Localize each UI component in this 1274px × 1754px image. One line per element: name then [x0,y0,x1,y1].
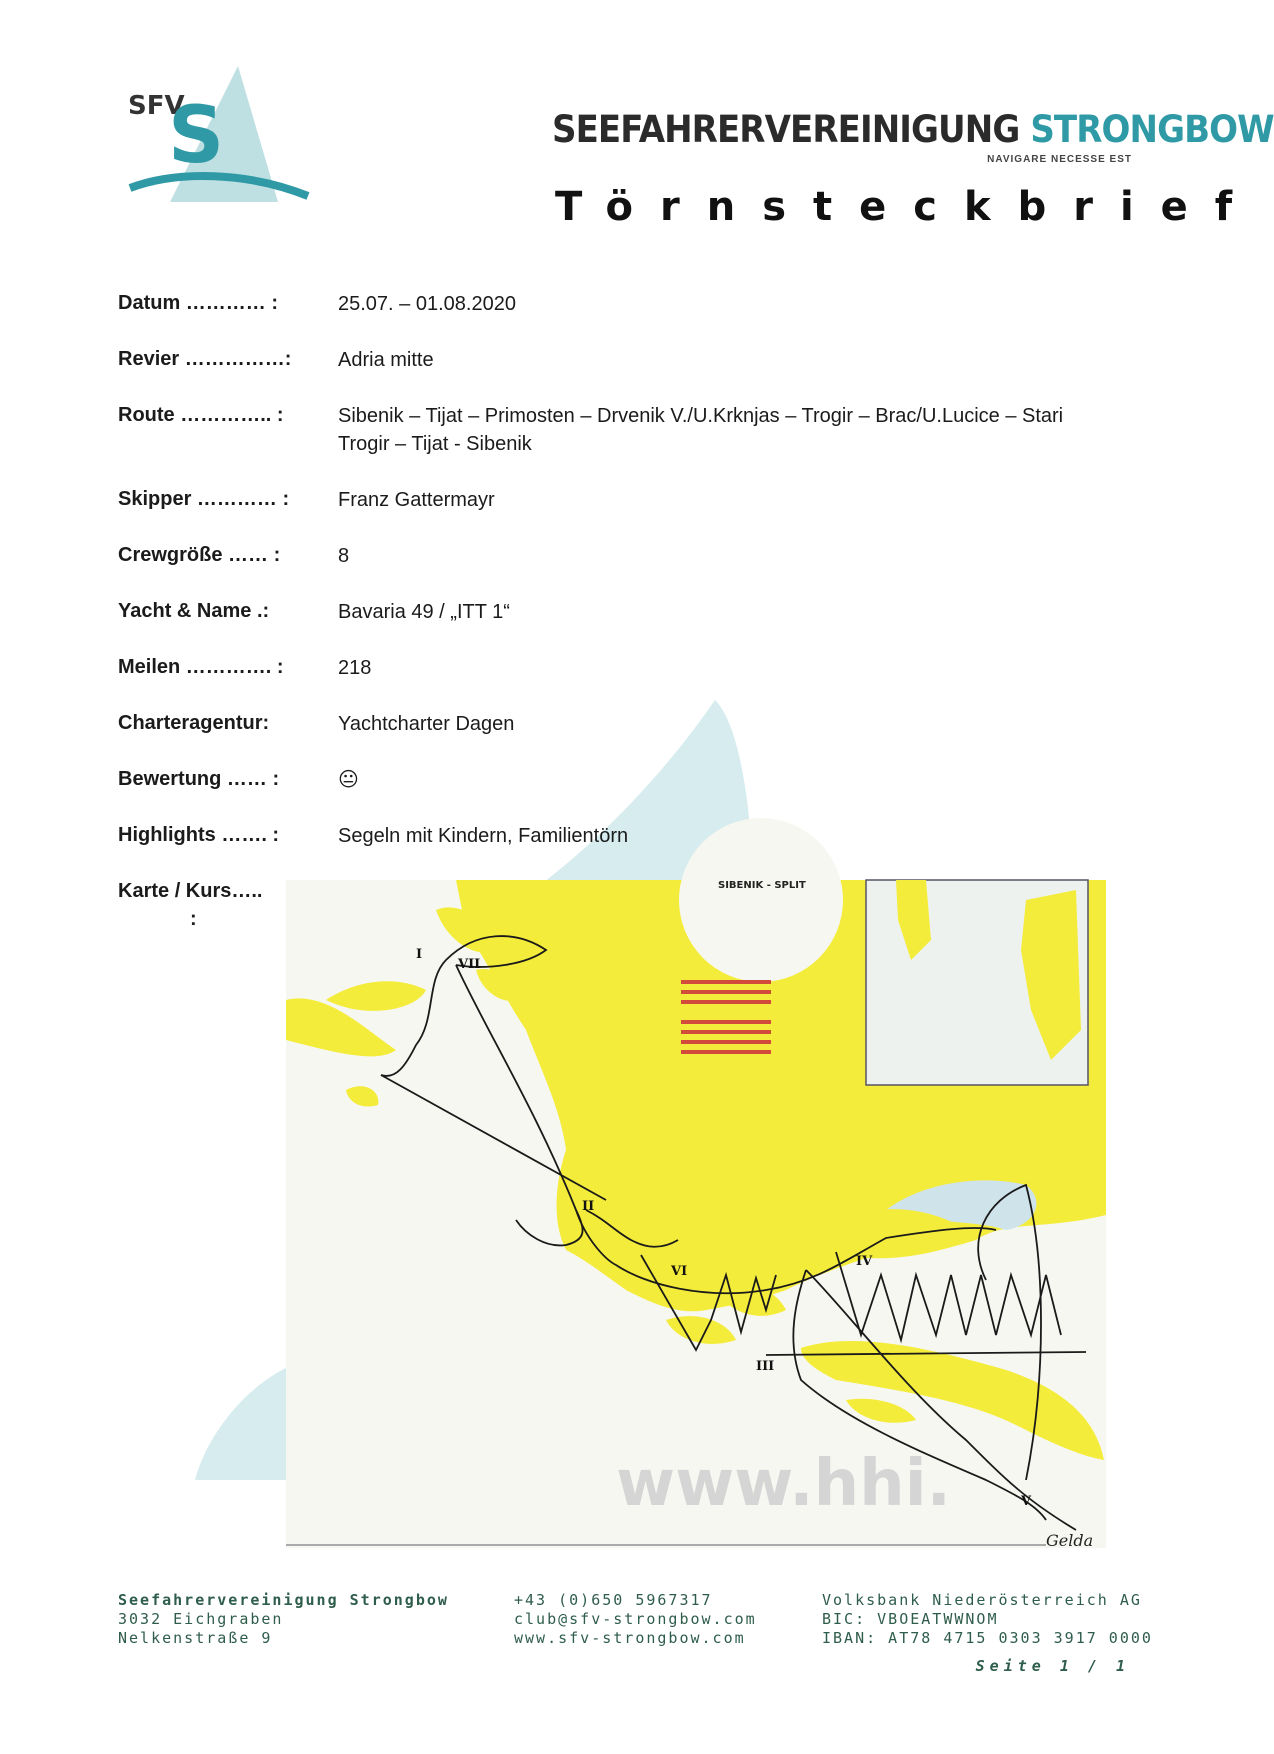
club-logo [118,62,318,212]
logo-s-letter: S [168,91,225,181]
map-stage-mark-3: III [756,1359,775,1374]
value-bewertung-neutral-face-icon: 😐 [338,769,359,791]
brand-name-part2: STRONGBOW [1030,108,1274,151]
label-bewertung: Bewertung …… : [118,768,280,790]
footer-org: Seefahrervereinigung Strongbow [118,1591,449,1609]
brand-tagline: NAVIGARE NECESSE EST [987,154,1132,165]
value-revier: Adria mitte [338,349,434,371]
footer-bank [822,1591,1153,1648]
label-route: Route ………….. : [118,404,284,426]
footer-street: Nelkenstraße 9 [118,1629,273,1647]
document-title: Törnsteckbrief [555,184,1260,230]
map-stage-mark-4: IV [856,1254,873,1269]
map-stage-mark-5: V [1021,1494,1032,1509]
map-watermark-text: www.hhi. [616,1447,951,1521]
footer-contact [514,1591,757,1648]
footer-bic: BIC: VBOEATWWNOM [822,1610,999,1628]
sailing-chart-map [286,880,1106,1548]
value-skipper: Franz Gattermayr [338,489,495,511]
map-stage-mark-7: VII [458,957,481,972]
map-title-circle [679,818,843,982]
value-charter: Yachtcharter Dagen [338,713,515,735]
map-chart-title: SIBENIK - SPLIT [718,880,806,891]
value-meilen: 218 [338,657,372,679]
footer-iban: IBAN: AT78 4715 0303 3917 0000 [822,1629,1153,1647]
label-karte: Karte / Kurs….. [118,880,263,902]
label-yacht: Yacht & Name .: [118,600,270,622]
page-number: Seite 1 / 1 [975,1657,1130,1675]
label-karte-colon: : [190,908,197,930]
value-crew: 8 [338,545,350,567]
logo-sfv-text: SFV [128,91,185,121]
label-charter: Charteragentur: [118,712,270,734]
label-crew: Crewgröße …… : [118,544,281,566]
label-revier: Revier ……………: [118,348,292,370]
footer-city: 3032 Eichgraben [118,1610,284,1628]
map-signature: Gelda [1046,1531,1094,1550]
footer-address [118,1591,449,1648]
value-yacht: Bavaria 49 / „ITT 1“ [338,601,510,623]
label-datum: Datum ………… : [118,292,278,314]
value-highlights: Segeln mit Kindern, Familientörn [338,825,629,847]
brand-header [552,108,1274,170]
footer-bank-name: Volksbank Niederösterreich AG [822,1591,1142,1609]
footer-website[interactable]: www.sfv-strongbow.com [514,1629,746,1647]
map-stage-mark-1: I [416,947,423,962]
value-datum: 25.07. – 01.08.2020 [338,293,516,315]
label-meilen: Meilen …………. : [118,656,284,678]
map-stage-mark-6: VI [671,1264,688,1279]
footer-phone: +43 (0)650 5967317 [514,1591,713,1609]
brand-name-part1: SEEFAHRERVEREINIGUNG [552,108,1020,151]
label-highlights: Highlights ……. : [118,824,280,846]
label-skipper: Skipper ………… : [118,488,290,510]
value-route: Sibenik – Tijat – Primosten – Drvenik V./U.Krknjas – Trogir – Brac/U.Lucice – Stari Trogir – Tijat - Sibenik [338,405,1064,455]
footer-email[interactable]: club@sfv-strongbow.com [514,1610,757,1628]
map-stage-mark-2: II [582,1199,595,1214]
